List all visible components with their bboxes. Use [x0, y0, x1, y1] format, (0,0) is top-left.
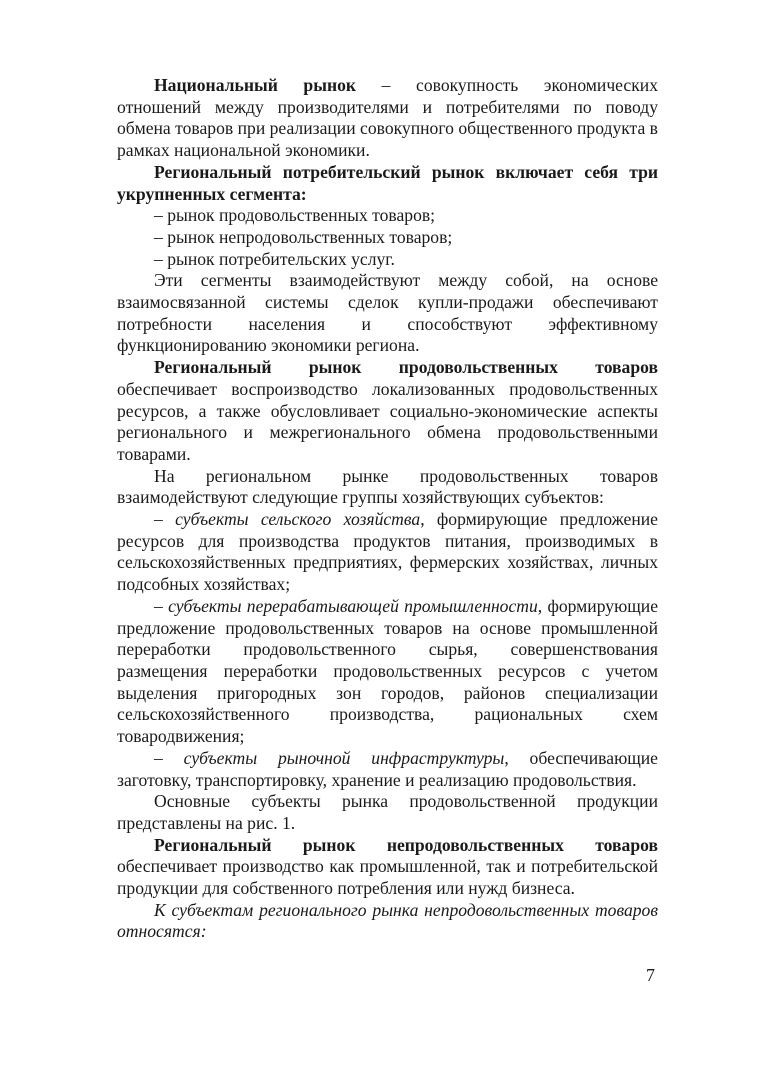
list-item-processing-subjects: – субъекты перерабатывающей промышленности, формирующие предложение продовольственных товаров на основе промышленной переработки продовольственного сырья, совершенствования размещения переработки продовольственных ресурсов с учетом выделения пригородных зон городов, районов специализации сельскохозяйственного производства, рациональных схем товародвижения; — [117, 595, 659, 747]
term-consumer-market: Региональный потребительский рынок включает себя три укрупненных сегмента: — [117, 161, 658, 204]
term-food-market: Региональный рынок продовольственных товаров — [154, 357, 658, 378]
paragraph-consumer-market-heading — [117, 162, 658, 205]
list-item-nonfood-market: – рынок непродовольственных товаров; — [154, 226, 453, 247]
paragraph-subject-groups: На региональном рынке продовольственных товаров взаимодействуют следующие группы хозяйствующих субъектов: — [117, 465, 658, 508]
paragraph-segments-interaction: Эти сегменты взаимодействуют между собой, на основе взаимосвязанной системы сделок купли-продажи обеспечивают потребности населения и способствуют эффективному функционированию экономики региона. — [117, 270, 658, 356]
term-agriculture-subjects: субъекты сельского хозяйства — [175, 509, 421, 530]
body-text — [117, 75, 658, 943]
paragraph-nonfood-market — [117, 835, 658, 900]
definition-food-market: обеспечивает воспроизводство локализованных продовольственных ресурсов, а также обусловливает социально-экономические аспекты регионального и межрегионального обмена продовольственными товарами. — [117, 378, 658, 464]
paragraph-nonfood-subjects — [117, 900, 658, 943]
list-item-services-market: – рынок потребительских услуг. — [154, 248, 395, 269]
definition-national-market: – совокупность экономических отношений между производителями и потребителями по поводу обмена товаров при реализации совокупного общественного продукта в рамках национальной экономики. — [117, 75, 658, 161]
paragraph-food-market — [117, 357, 658, 466]
term-national-market: Национальный рынок — [154, 75, 357, 95]
italic-nonfood-subjects: К субъектам регионального рынка непродовольственных товаров относятся: — [117, 899, 658, 942]
list-item-agriculture-subjects: – субъекты сельского хозяйства, формирующие предложение ресурсов для производства продуктов питания, производимых в сельскохозяйственных предприятиях, фермерских хозяйствах, личных подсобных хозяйствах; — [117, 509, 658, 595]
term-processing-subjects: субъекты перерабатывающей промышленности — [168, 595, 538, 616]
definition-nonfood-market: обеспечивает производство как промышленной, так и потребительской продукции для собственного потребления или нужд бизнеса. — [117, 856, 658, 899]
page-number: 7 — [646, 965, 655, 985]
term-nonfood-market: Региональный рынок непродовольственных товаров — [154, 834, 658, 855]
list-item-food-market: – рынок продовольственных товаров; — [154, 205, 436, 226]
paragraph-figure-reference: Основные субъекты рынка продовольственной продукции представлены на рис. 1. — [117, 791, 658, 833]
list-item-infrastructure-subjects: – субъекты рыночной инфраструктуры, обеспечивающие заготовку, транспортировку, хранение и реализацию продовольствия. — [117, 747, 658, 790]
paragraph-national-market — [117, 75, 658, 162]
term-infrastructure-subjects: субъекты рыночной инфраструктуры — [183, 747, 505, 768]
